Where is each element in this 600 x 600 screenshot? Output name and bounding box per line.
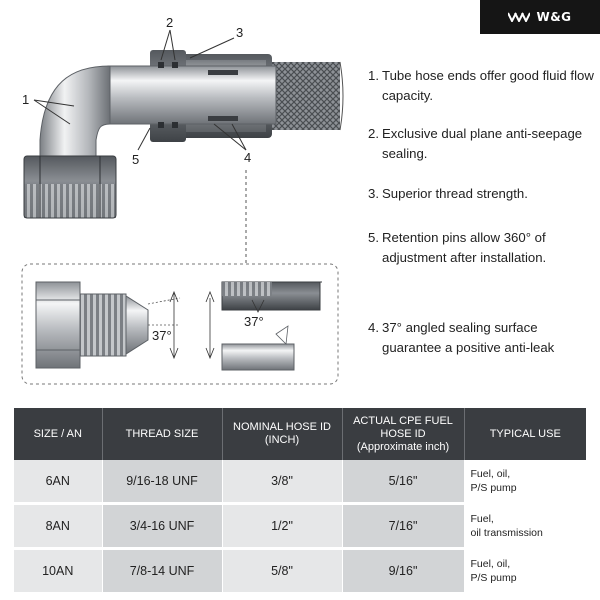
cell-use [464, 460, 586, 504]
header-actual-title: ACTUAL CPE FUEL HOSE ID [353, 414, 453, 440]
feature-text: Retention pins allow 360° of adjustment after installation. [382, 230, 547, 265]
spec-table [14, 408, 586, 595]
cell-nominal: 3/8" [222, 460, 342, 504]
angle-label-left: 37° [152, 328, 172, 343]
cell-use [464, 504, 586, 549]
braided-hose [268, 62, 340, 130]
brand-name: W&G [536, 10, 572, 24]
cell-actual: 7/16" [342, 504, 464, 549]
callout-3: 3 [236, 25, 244, 40]
feature-num: 3. [368, 186, 379, 201]
cell-size: 6AN [14, 460, 102, 504]
brand-logo [480, 0, 600, 34]
feature-num: 4. [368, 320, 379, 335]
feature-item [368, 124, 594, 164]
cell-nominal: 5/8" [222, 549, 342, 594]
header-nominal: NOMINAL HOSE ID (INCH) [222, 408, 342, 460]
tube-straight [108, 66, 276, 124]
table-row [14, 460, 586, 504]
header-size: SIZE / AN [14, 408, 102, 460]
feature-text: Exclusive dual plane anti-seepage sealing. [382, 126, 583, 161]
use-line: P/S pump [470, 482, 517, 494]
cell-actual: 9/16" [342, 549, 464, 594]
cell-actual: 5/16" [342, 460, 464, 504]
use-line: oil transmission [470, 527, 543, 539]
header-actual [342, 408, 464, 460]
cell-size: 8AN [14, 504, 102, 549]
cell-thread: 3/4-16 UNF [102, 504, 222, 549]
feature-text: Tube hose ends offer good fluid flow capacity. [382, 68, 594, 103]
cell-use [464, 549, 586, 594]
callout-4: 4 [244, 150, 252, 165]
use-line: Fuel, oil, [470, 558, 511, 570]
header-thread: THREAD SIZE [102, 408, 222, 460]
feature-item [368, 184, 594, 204]
feature-item [368, 228, 594, 268]
tube-bend [40, 66, 110, 160]
header-actual-note: (Approximate inch) [356, 440, 450, 453]
table-row [14, 549, 586, 594]
cell-size: 10AN [14, 549, 102, 594]
fitting-diagram [0, 0, 360, 400]
feature-text: 37° angled sealing surface guarantee a positive anti-leak [382, 320, 555, 355]
header-use: TYPICAL USE [464, 408, 586, 460]
feature-num: 5. [368, 230, 379, 245]
use-line: Fuel, [470, 513, 494, 525]
cell-nominal: 1/2" [222, 504, 342, 549]
use-line: P/S pump [470, 572, 517, 584]
cell-thread: 9/16-18 UNF [102, 460, 222, 504]
angle-label-right: 37° [244, 314, 264, 329]
wg-chevrons-icon [508, 12, 530, 22]
use-line: Fuel, oil, [470, 468, 511, 480]
feature-item [368, 318, 594, 358]
callout-1: 1 [22, 92, 30, 107]
feature-text: Superior thread strength. [382, 186, 528, 201]
callout-2: 2 [166, 15, 174, 30]
feature-num: 2. [368, 126, 379, 141]
table-row [14, 504, 586, 549]
feature-item [368, 66, 594, 106]
callout-5: 5 [132, 152, 140, 167]
feature-num: 1. [368, 68, 379, 83]
table-header-row [14, 408, 586, 460]
cell-thread: 7/8-14 UNF [102, 549, 222, 594]
